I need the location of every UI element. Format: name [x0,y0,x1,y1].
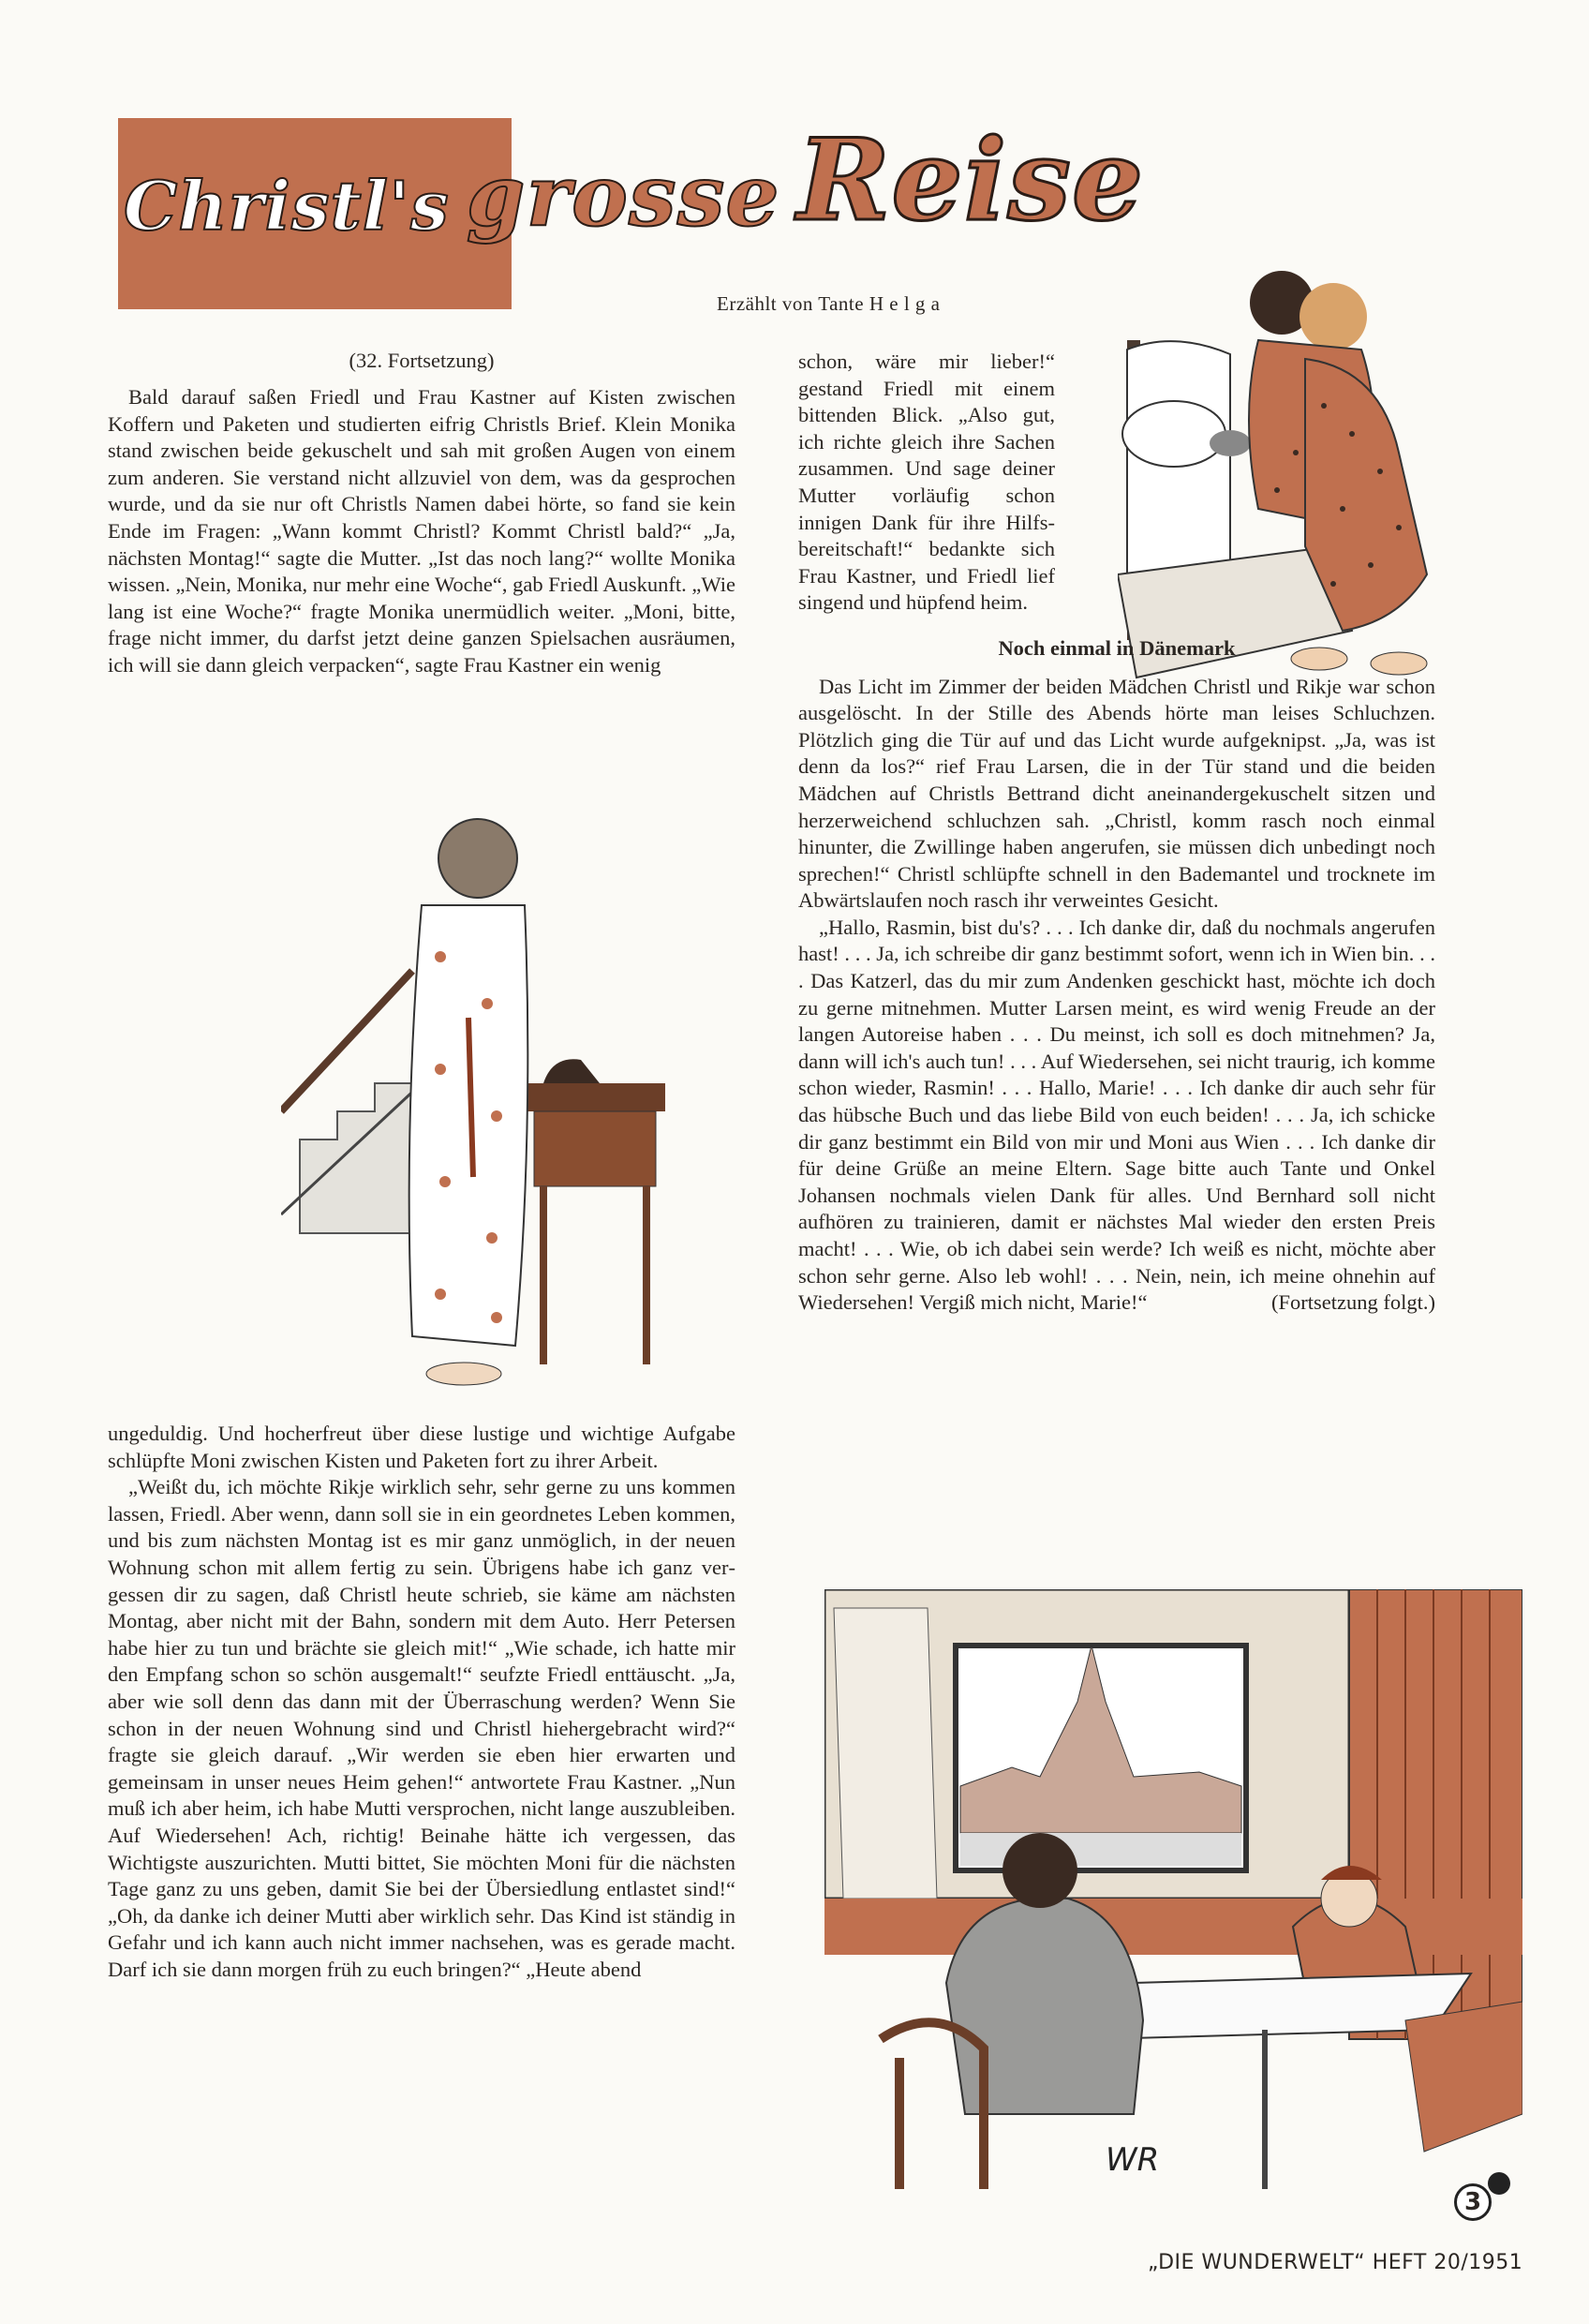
title-logo-reise: Reise [796,114,1145,247]
title-logo-christls: Christl's [124,166,450,246]
illustration-train-compartment [824,1589,1522,2198]
paragraph: „Weißt du, ich möchte Rikje wirklich sehr, sehr gerne zu uns kommen lassen, Friedl. Aber wenn, dann soll sie in ein geordnetes Leben kommen, und bis zum nächsten Montag ist es mir ganz unmöglich, in der neuen Wohnung schon mit allem fertig zu sein. Übrigens habe ich ganz vergessen dir zu sagen, daß Christl heute schrieb, sie käme am nächsten Montag, aber nicht mit der Bahn, sondern mit dem Auto. Herr Petersen habe hier zu tun und brächte sie gleich mit!“ „Wie schade, ich hatte mir den Empfang schon so schön ausgemalt!“ seufzte Friedl enttäuscht. „Ja, aber wie soll denn das dann mit der Überraschung werden? Wenn Sie schon in der neuen Wohnung sind und Christl hiehergebracht wird?“ fragte sie gleich darauf. „Wir werden sie eben hier erwarten und gemeinsam in unser neues Heim gehen!“ antwortete Frau Kastner. „Nun muß ich aber heim, ich habe Mutti versprochen, nicht lange auszubleiben. Auf Wiedersehen! Ach, richtig! Beinahe hätte ich vergessen, das Wichtigste auszurichten. Mutti bittet, Sie möchten Moni für die nächsten Tage ganz zu uns geben, damit Sie bei der Übersiedlung entlastet sind!“ „Oh, da danke ich deiner Mutti aber wirklich sehr. Das Kind ist ständig in Gefahr und ich kann auch nicht immer nachsehen, was es gerade macht. Darf ich sie dann morgen früh zu euch bringen?“ „Heute abend [108,1475,735,1981]
title-logo-grosse: grosse [466,146,780,246]
continuation-label: (32. Fortsetzung) [349,349,495,372]
to-be-continued: (Fortsetzung folgt.) [1271,1290,1435,1315]
left-column-bottom-text [108,1421,735,1983]
right-column [798,349,1435,1317]
byline: Erzählt von Tante H e l g a [717,292,941,315]
paragraph [798,915,1435,1317]
section-heading: Noch einmal in Dänemark [998,635,1236,660]
right-column-main-text [798,674,1435,1317]
illustration-girl-on-telephone [281,802,675,1393]
paragraph: schon, wäre mir lieber!“ gestand Friedl mit einem bittenden Blick. „Also gut, ich richte gleich ihre Sachen zusammen. Und sage deiner Mutter vorläufig schon innigen Dank für ihre Hilfsbereitschaft!“ bedankte sich Frau Kastner, und Friedl lief singend und hüpfend heim. [798,350,1055,615]
left-column-top-text [108,384,735,679]
paragraph: Das Licht im Zimmer der beiden Mädchen Christl und Rikje war schon ausgelöscht. In der Stille des Abends hörte man leises Schluchzen. Plötzlich ging die Tür auf und das Licht wurde aufgeknipst. „Ja, was ist denn da los?“ rief Frau Larsen, die in der Tür stand und die beiden Mädchen auf Christls Bettrand dicht aneinandergekuschelt sitzen und herzerweichend schluchzen sah. „Christl, komm rasch noch einmal hinunter, die Zwillinge haben angerufen, sie müssen dich unbedingt noch sprechen!“ Christl schlüpfte schnell in den Bademantel und trocknete im Abwärtslaufen noch rasch ihr verweintes Gesicht. [798,674,1435,913]
paragraph: ungeduldig. Und hocherfreut über diese lustige und wichtige Aufgabe schlüpfte Moni zwischen Kisten und Paketen fort zu ihrer Arbeit. [108,1422,735,1472]
paragraph: Bald darauf saßen Friedl und Frau Kastner auf Kisten zwischen Koffern und Paketen und studierten eifrig Christls Brief. Klein Monika stand zwischen beide gekuschelt und sah mit großen Augen von einem zum anderen. Sie verstand nicht allzuviel von dem, was da gesprochen wurde, und da sie nur oft Christls Namen dabei hörte, so fand sie kein Ende im Fragen: „Wann kommt Christl? Kommt Christl bald?“ „Ja, nächsten Montag!“ sagte die Mutter. „Ist das noch lang?“ wollte Monika wissen. „Nein, Monika, nur mehr eine Woche“, gab Friedl Auskunft. „Wie lang ist eine Woche?“ fragte Monika unermüdlich weiter. „Moni, bitte, frage nicht immer, du darfst jetzt deine ganzen Spielsachen ausräumen, ich will sie dann gleich verpacken“, sagte Frau Kastner ein wenig [108,385,735,677]
page-number: 3 [1454,2183,1492,2221]
right-column-narrow-text [798,349,1055,617]
title-logo [124,112,1145,247]
illustrator-signature: WR [1106,2141,1160,2179]
publication-footer: „DIE WUNDERWELT“ HEFT 20/1951 [1148,2251,1523,2274]
page-number-badge [1450,2172,1516,2247]
paragraph-text: „Hallo, Rasmin, bist du's? . . . Ich danke dir, daß du nochmals angerufen hast! . . . Ja, ich schreibe dir ganz bestimmt sofort, wenn ich in Wien bin. . . . Das Katzerl, das du mir zum Andenken geschickt hast, möchte ich doch zu gerne mitnehmen. Mutter Larsen meint, es wird wenig Freude an der langen Autoreise haben . . . Du meinst, ich soll es doch mitnehmen? Ja, dann will ich's auch tun! . . . Auf Wiedersehen, sei nicht traurig, ich komme schon wieder, Rasmin! . . . Hallo, Marie! . . . Ich danke dir auch sehr für das hübsche Buch und das liebe Bild von euch beiden! . . . Ja, ich schicke dir ganz bestimmt ein Bild von mir und Moni aus Wien . . . Ich danke dir für deine Grüße an meine Eltern. Sage bitte auch Tante und Onkel Johansen nochmals vielen Dank für alles. Und Bernhard soll nicht aufhören zu trainieren, damit er nächstes Mal wieder den ersten Preis macht! . . . Wie, ob ich dabei sein werde? Ich weiß es nicht, möchte aber schon sehr gerne. Also leb wohl! . . . Nein, nein, ich meine ohnehin auf Wiedersehen! Vergiß mich nicht, Marie!“ [798,915,1435,1315]
mouse-mascot-icon [1488,2172,1510,2195]
